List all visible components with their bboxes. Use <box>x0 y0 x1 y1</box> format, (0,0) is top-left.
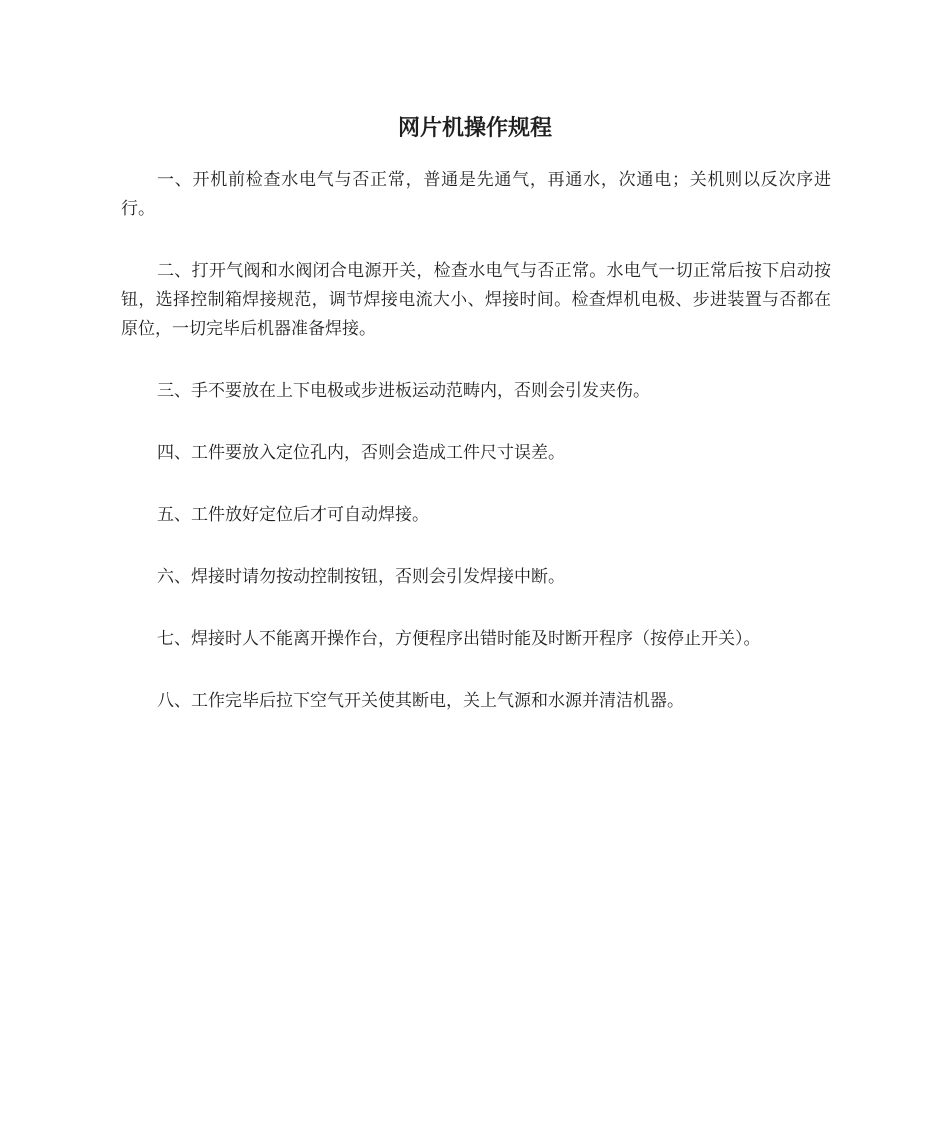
paragraph-8: 八、工作完毕后拉下空气开关使其断电，关上气源和水源并清洁机器。 <box>157 691 684 711</box>
paragraph-6: 六、焊接时请勿按动控制按钮，否则会引发焊接中断。 <box>157 567 565 587</box>
paragraph-4: 四、工件要放入定位孔内，否则会造成工件尺寸误差。 <box>157 443 565 463</box>
paragraph-5: 五、工件放好定位后才可自动焊接。 <box>157 505 429 525</box>
paragraph-1: 一、开机前检查水电气与否正常，普通是先通气，再通水，次通电；关机则以反次序进行。 <box>121 170 831 219</box>
paragraph-2: 二、打开气阀和水阀闭合电源开关，检查水电气与否正常。水电气一切正常后按下启动按钮，选择控制箱焊接规范，调节焊接电流大小、焊接时间。检查焊机电极、步进装置与否都在原位，一切完毕后机器准备焊接。 <box>121 261 831 339</box>
document-body <box>121 166 831 749</box>
paragraph-3: 三、手不要放在上下电极或步进板运动范畴内，否则会引发夹伤。 <box>157 381 650 401</box>
paragraph-7: 七、焊接时人不能离开操作台，方便程序出错时能及时断开程序（按停止开关）。 <box>157 629 761 649</box>
document-title: 网片机操作规程 <box>397 115 552 141</box>
